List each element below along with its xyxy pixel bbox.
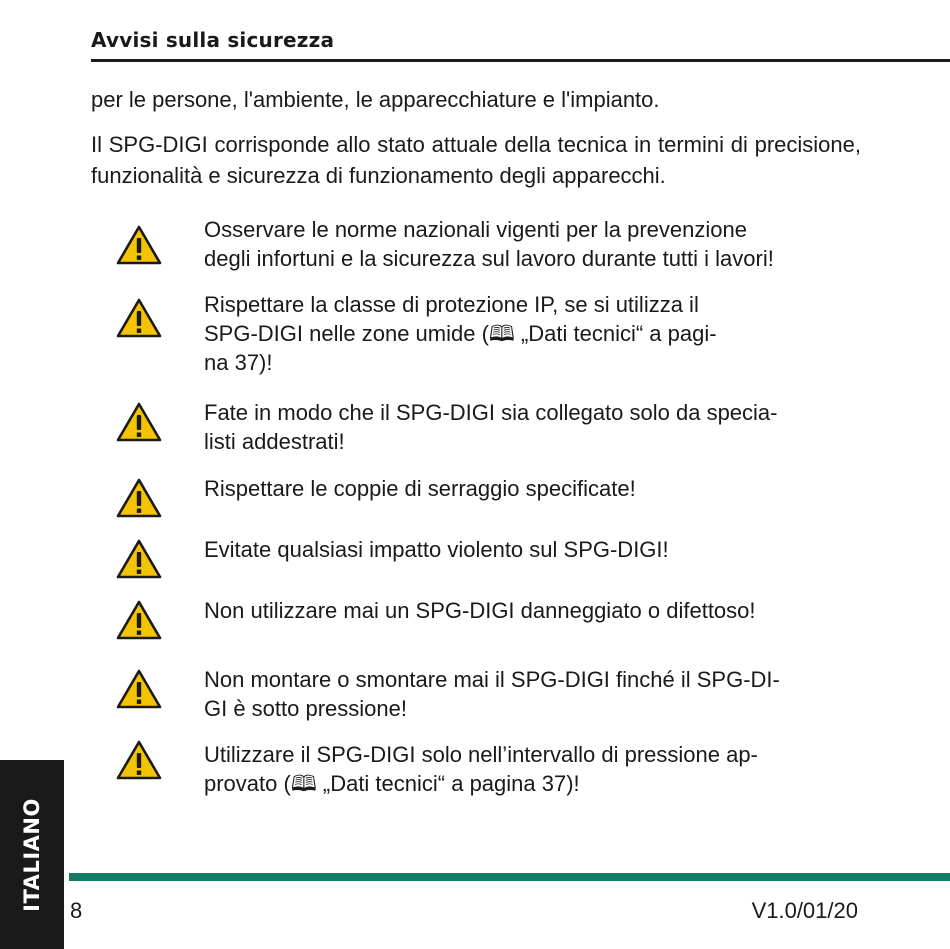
warning-text: Rispettare le coppie di serraggio specificate! [204,476,636,501]
warning-text: Rispettare la classe di protezione IP, se si utilizza il SPG-DIGI nelle zone umide (🕮 „Dati tecnici“ a pagi- na 37)! [204,292,717,375]
warning-triangle-icon [116,402,162,442]
warning-triangle-icon [116,669,162,709]
warning-triangle-icon [116,225,162,265]
header-divider [91,59,950,62]
page-number: 8 [70,898,83,923]
warning-triangle-icon [116,600,162,640]
warning-triangle-icon [116,478,162,518]
warning-triangle-icon [116,740,162,780]
description-paragraph: Il SPG-DIGI corrisponde allo stato attuale della tecnica in termini di precisione, funzionalità e sicurezza di funzionamento degli apparecchi. [91,132,861,188]
warning-text: Non utilizzare mai un SPG-DIGI danneggiato o difettoso! [204,598,756,623]
document-version: V1.0/01/20 [751,898,858,923]
warning-text: Utilizzare il SPG-DIGI solo nell’intervallo di pressione ap- provato (🕮 „Dati tecnici“ a pagina 37)! [204,742,758,796]
language-tab-label: ITALIANO [20,798,44,912]
warning-text: Fate in modo che il SPG-DIGI sia collegato solo da specia- listi addestrati! [204,400,778,454]
footer-divider [69,873,950,881]
warning-text: Non montare o smontare mai il SPG-DIGI finché il SPG-DI- GI è sotto pressione! [204,667,780,721]
warning-triangle-icon [116,298,162,338]
warning-text: Evitate qualsiasi impatto violento sul SPG-DIGI! [204,537,669,562]
warning-text: Osservare le norme nazionali vigenti per la prevenzione degli infortuni e la sicurezza sul lavoro durante tutti i lavori! [204,217,774,271]
section-title: Avvisi sulla sicurezza [91,28,335,52]
warning-triangle-icon [116,539,162,579]
intro-paragraph: per le persone, l'ambiente, le apparecchiature e l'impianto. [91,87,660,112]
